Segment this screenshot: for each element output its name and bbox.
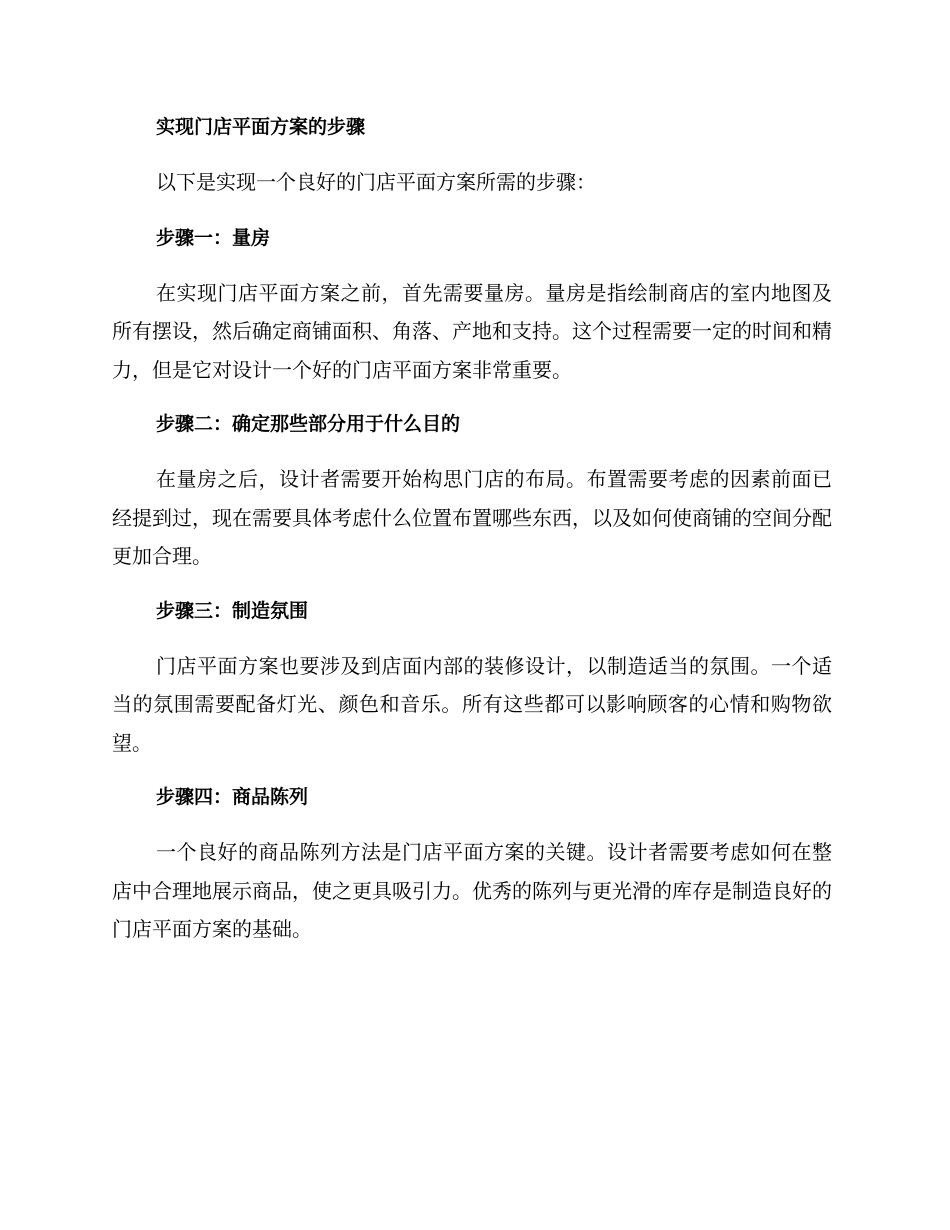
step-2-paragraph: 在量房之后，设计者需要开始构思门店的布局。布置需要考虑的因素前面已经提到过，现在需要具体考虑什么位置布置哪些东西，以及如何使商铺的空间分配更加合理。 [112, 467, 832, 568]
step-3-paragraph: 门店平面方案也要涉及到店面内部的装修设计，以制造适当的氛围。一个适当的氛围需要配备灯光、颜色和音乐。所有这些都可以影响顾客的心情和购物欲望。 [112, 653, 832, 755]
step-1-heading: 步骤一：量房 [156, 226, 271, 249]
step-3-heading: 步骤三：制造氛围 [156, 599, 309, 622]
document-title: 实现门店平面方案的步骤 [156, 116, 366, 138]
intro-paragraph: 以下是实现一个良好的门店平面方案所需的步骤： [156, 170, 596, 194]
step-4-heading: 步骤四：商品陈列 [156, 786, 309, 808]
step-2-heading: 步骤二：确定那些部分用于什么目的 [156, 413, 461, 435]
step-4-paragraph: 一个良好的商品陈列方法是门店平面方案的关键。设计者需要考虑如何在整店中合理地展示商品，使之更具吸引力。优秀的陈列与更光滑的库存是制造良好的门店平面方案的基础。 [112, 840, 832, 941]
document-page [112, 108, 832, 949]
step-1-paragraph: 在实现门店平面方案之前，首先需要量房。量房是指绘制商店的室内地图及所有摆设，然后确定商铺面积、角落、产地和支持。这个过程需要一定的时间和精力，但是它对设计一个好的门店平面方案非常重要。 [112, 280, 832, 382]
